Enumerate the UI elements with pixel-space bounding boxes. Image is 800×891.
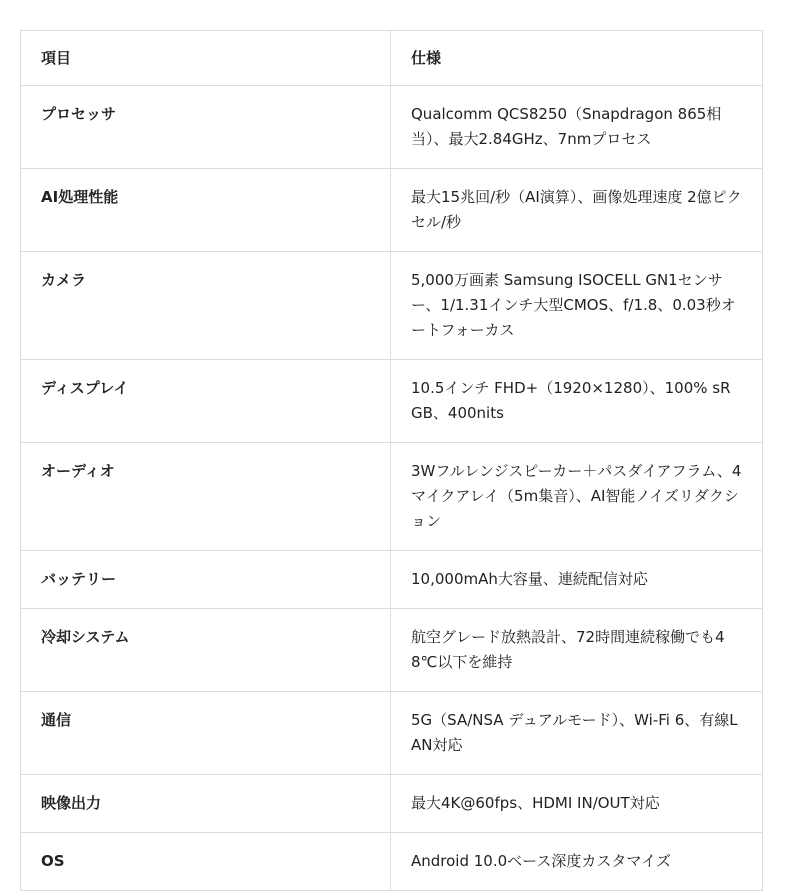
table-row bbox=[21, 169, 763, 252]
row-item-label: OS bbox=[21, 833, 391, 891]
row-spec-value: Qualcomm QCS8250（Snapdragon 865相当）、最大2.84GHz、7nmプロセス bbox=[391, 86, 763, 169]
row-item-label: プロセッサ bbox=[21, 86, 391, 169]
header-item: 項目 bbox=[21, 31, 391, 86]
header-row bbox=[21, 31, 763, 86]
row-spec-value: 最大15兆回/秒（AI演算）、画像処理速度 2億ピクセル/秒 bbox=[391, 169, 763, 252]
table-header bbox=[21, 31, 763, 86]
row-item-label: バッテリー bbox=[21, 551, 391, 609]
row-spec-value: 5,000万画素 Samsung ISOCELL GN1センサー、1/1.31インチ大型CMOS、f/1.8、0.03秒オートフォーカス bbox=[391, 252, 763, 360]
table-row bbox=[21, 692, 763, 775]
row-item-label: ディスプレイ bbox=[21, 360, 391, 443]
table-row bbox=[21, 443, 763, 551]
row-spec-value: Android 10.0ベース深度カスタマイズ bbox=[391, 833, 763, 891]
row-spec-value: 5G（SA/NSA デュアルモード）、Wi-Fi 6、有線LAN対応 bbox=[391, 692, 763, 775]
table-row bbox=[21, 252, 763, 360]
table-row bbox=[21, 609, 763, 692]
table-body bbox=[21, 86, 763, 891]
row-spec-value: 最大4K@60fps、HDMI IN/OUT対応 bbox=[391, 775, 763, 833]
row-spec-value: 10,000mAh大容量、連続配信対応 bbox=[391, 551, 763, 609]
row-item-label: オーディオ bbox=[21, 443, 391, 551]
table-row bbox=[21, 551, 763, 609]
row-item-label: 映像出力 bbox=[21, 775, 391, 833]
row-item-label: カメラ bbox=[21, 252, 391, 360]
row-item-label: 冷却システム bbox=[21, 609, 391, 692]
header-spec: 仕様 bbox=[391, 31, 763, 86]
row-item-label: AI処理性能 bbox=[21, 169, 391, 252]
row-item-label: 通信 bbox=[21, 692, 391, 775]
table-row bbox=[21, 360, 763, 443]
row-spec-value: 3Wフルレンジスピーカー＋パスダイアフラム、4マイクアレイ（5m集音）、AI智能ノイズリダクション bbox=[391, 443, 763, 551]
row-spec-value: 10.5インチ FHD+（1920×1280）、100% sRGB、400nits bbox=[391, 360, 763, 443]
table-row bbox=[21, 775, 763, 833]
table-row bbox=[21, 86, 763, 169]
table-row bbox=[21, 833, 763, 891]
spec-table bbox=[20, 30, 763, 891]
row-spec-value: 航空グレード放熱設計、72時間連続稼働でも48℃以下を維持 bbox=[391, 609, 763, 692]
